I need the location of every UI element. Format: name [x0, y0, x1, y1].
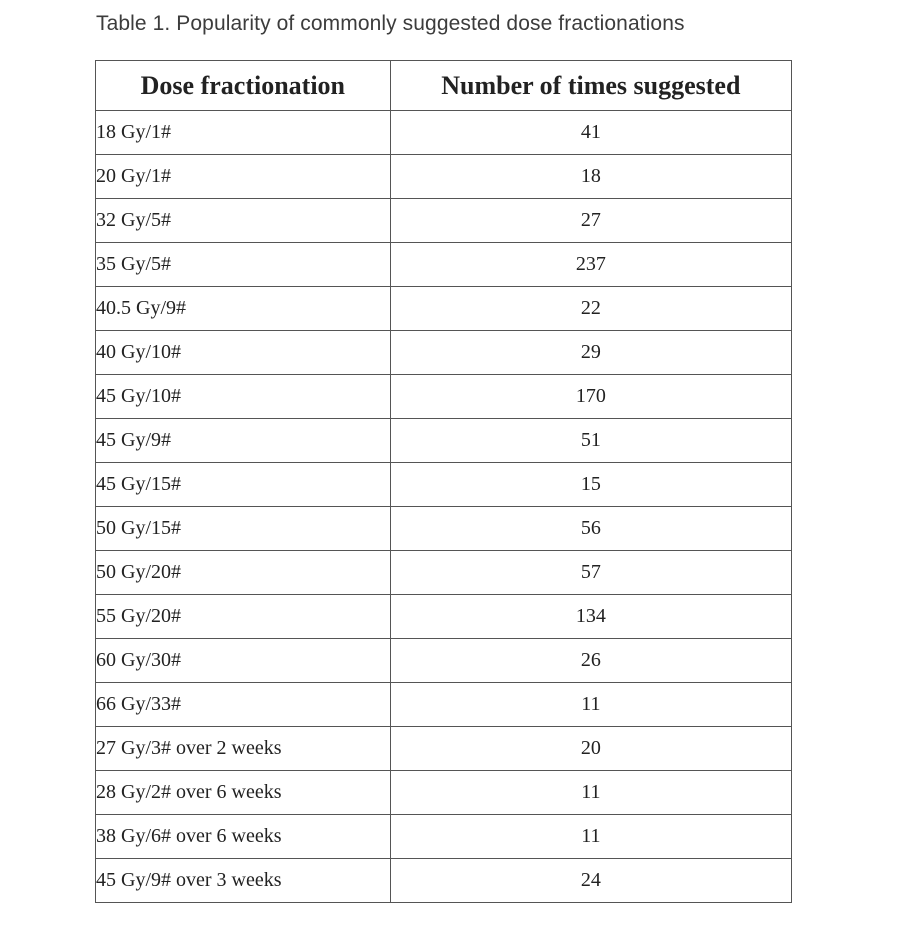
- table-row: [96, 683, 792, 727]
- table-row: [96, 727, 792, 771]
- count-cell: 41: [390, 111, 791, 155]
- table-row: [96, 331, 792, 375]
- dose-cell: 66 Gy/33#: [96, 683, 391, 727]
- count-cell: 29: [390, 331, 791, 375]
- dose-cell: 20 Gy/1#: [96, 155, 391, 199]
- dose-cell: 60 Gy/30#: [96, 639, 391, 683]
- count-cell: 22: [390, 287, 791, 331]
- dose-cell: 45 Gy/15#: [96, 463, 391, 507]
- table-caption: Table 1. Popularity of commonly suggested dose fractionations: [96, 12, 685, 35]
- dose-cell: 35 Gy/5#: [96, 243, 391, 287]
- count-cell: 51: [390, 419, 791, 463]
- dose-cell: 45 Gy/10#: [96, 375, 391, 419]
- count-cell: 237: [390, 243, 791, 287]
- table-row: [96, 507, 792, 551]
- count-cell: 24: [390, 859, 791, 903]
- count-cell: 15: [390, 463, 791, 507]
- dose-cell: 50 Gy/20#: [96, 551, 391, 595]
- table-row: [96, 551, 792, 595]
- dose-cell: 27 Gy/3# over 2 weeks: [96, 727, 391, 771]
- count-cell: 56: [390, 507, 791, 551]
- count-cell: 134: [390, 595, 791, 639]
- table-row: [96, 111, 792, 155]
- dose-cell: 28 Gy/2# over 6 weeks: [96, 771, 391, 815]
- dose-cell: 50 Gy/15#: [96, 507, 391, 551]
- dose-cell: 32 Gy/5#: [96, 199, 391, 243]
- count-cell: 11: [390, 771, 791, 815]
- dose-cell: 38 Gy/6# over 6 weeks: [96, 815, 391, 859]
- column-header-dose-fractionation: Dose fractionation: [96, 61, 391, 111]
- dose-cell: 40.5 Gy/9#: [96, 287, 391, 331]
- count-cell: 11: [390, 815, 791, 859]
- table-row: [96, 771, 792, 815]
- dose-cell: 40 Gy/10#: [96, 331, 391, 375]
- count-cell: 20: [390, 727, 791, 771]
- table-row: [96, 463, 792, 507]
- dose-cell: 45 Gy/9#: [96, 419, 391, 463]
- count-cell: 170: [390, 375, 791, 419]
- count-cell: 11: [390, 683, 791, 727]
- dose-cell: 18 Gy/1#: [96, 111, 391, 155]
- dose-cell: 45 Gy/9# over 3 weeks: [96, 859, 391, 903]
- count-cell: 57: [390, 551, 791, 595]
- table-row: [96, 155, 792, 199]
- table-header-row: [96, 61, 792, 111]
- dose-cell: 55 Gy/20#: [96, 595, 391, 639]
- count-cell: 27: [390, 199, 791, 243]
- table-row: [96, 199, 792, 243]
- table-row: [96, 287, 792, 331]
- column-header-number-of-times-suggested: Number of times suggested: [390, 61, 791, 111]
- table-row: [96, 639, 792, 683]
- table-row: [96, 859, 792, 903]
- count-cell: 26: [390, 639, 791, 683]
- dose-fractionation-table: [95, 60, 792, 903]
- table-row: [96, 815, 792, 859]
- table-row: [96, 375, 792, 419]
- count-cell: 18: [390, 155, 791, 199]
- table-row: [96, 595, 792, 639]
- table-row: [96, 419, 792, 463]
- table-row: [96, 243, 792, 287]
